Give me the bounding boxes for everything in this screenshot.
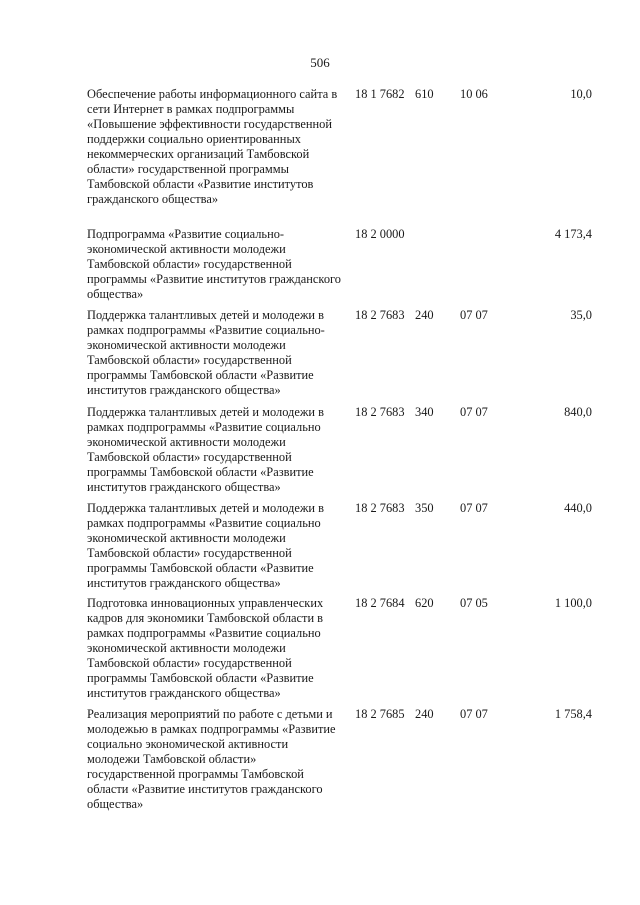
- amount: 35,0: [570, 308, 592, 322]
- row-description: Поддержка талантливых детей и молодежи в рамках подпрограммы «Развитие социально экономической активности молодежи Тамбовской области» государственной программы Тамбовской области «Развитие институтов гражданского общества»: [87, 405, 324, 494]
- amount: 440,0: [564, 501, 592, 515]
- amount: 1 100,0: [554, 596, 592, 610]
- expense-type-code: 240: [415, 707, 434, 721]
- target-article-code: 18 2 7685: [355, 707, 405, 721]
- expense-type-code: 340: [415, 405, 434, 419]
- row-description: Реализация мероприятий по работе с детьми и молодежью в рамках подпрограммы «Развитие социально экономической активности молодежи Тамбовской области» государственной программы Тамбовской области «Развитие институтов гражданского общества»: [87, 707, 336, 811]
- table-row: [87, 596, 592, 707]
- table-row: [87, 227, 592, 308]
- table-row: [87, 87, 592, 227]
- table-row: [87, 308, 592, 405]
- expense-type-code: 610: [415, 87, 434, 101]
- target-article-code: 18 2 0000: [355, 227, 405, 241]
- amount: 10,0: [570, 87, 592, 101]
- target-article-code: 18 2 7683: [355, 308, 405, 322]
- table-row: [87, 501, 592, 596]
- section-code: 07 07: [460, 308, 488, 322]
- expense-type-code: 240: [415, 308, 434, 322]
- section-code: 10 06: [460, 87, 488, 101]
- row-description: Поддержка талантливых детей и молодежи в рамках подпрограммы «Развитие социально-экономической активности молодежи Тамбовской области» государственной программы Тамбовской области «Развитие институтов гражданского общества»: [87, 308, 325, 397]
- budget-table: [87, 87, 592, 835]
- target-article-code: 18 1 7682: [355, 87, 405, 101]
- section-code: 07 07: [460, 405, 488, 419]
- row-description: Подпрограмма «Развитие социально-экономической активности молодежи Тамбовской области» государственной программы «Развитие институтов гражданского общества»: [87, 227, 341, 301]
- amount: 4 173,4: [554, 227, 592, 241]
- row-description: Обеспечение работы информационного сайта в сети Интернет в рамках подпрограммы «Повышение эффективности государственной поддержки социально ориентированных некоммерческих организаций Тамбовской области» государственной программы Тамбовской области «Развитие институтов гражданского общества»: [87, 87, 338, 206]
- page-number: 506: [310, 55, 330, 70]
- table-row: [87, 707, 592, 835]
- target-article-code: 18 2 7683: [355, 405, 405, 419]
- expense-type-code: 350: [415, 501, 434, 515]
- section-code: 07 07: [460, 707, 488, 721]
- amount: 840,0: [564, 405, 592, 419]
- expense-type-code: 620: [415, 596, 434, 610]
- row-description: Подготовка инновационных управленческих кадров для экономики Тамбовской области в рамках подпрограммы «Развитие социально экономической активности молодежи Тамбовской области» государственной программы Тамбовской области «Развитие институтов гражданского общества»: [87, 596, 324, 700]
- target-article-code: 18 2 7684: [355, 596, 405, 610]
- section-code: 07 07: [460, 501, 488, 515]
- section-code: 07 05: [460, 596, 488, 610]
- row-description: Поддержка талантливых детей и молодежи в рамках подпрограммы «Развитие социально экономической активности молодежи Тамбовской области» государственной программы Тамбовской области «Развитие институтов гражданского общества»: [87, 501, 324, 590]
- table-row: [87, 405, 592, 501]
- target-article-code: 18 2 7683: [355, 501, 405, 515]
- amount: 1 758,4: [554, 707, 592, 721]
